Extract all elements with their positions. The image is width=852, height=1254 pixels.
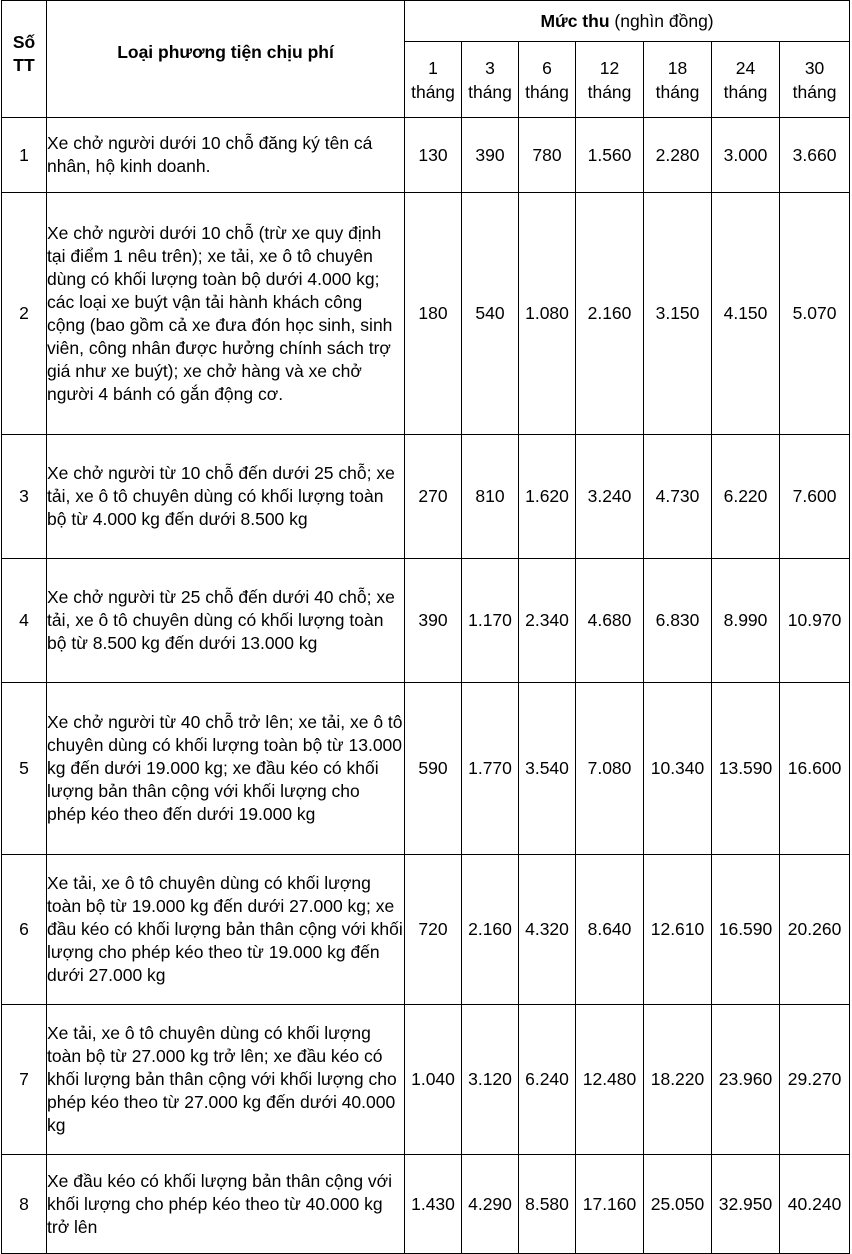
row-fee-value: 720 <box>405 855 462 1005</box>
row-fee-value: 13.590 <box>712 683 780 855</box>
row-fee-value: 4.320 <box>519 855 576 1005</box>
header-row-top <box>2 1 850 42</box>
table-row <box>2 855 850 1005</box>
row-fee-value: 590 <box>405 683 462 855</box>
row-fee-value: 1.620 <box>519 435 576 559</box>
table-row <box>2 118 850 193</box>
row-vehicle-description: Xe tải, xe ô tô chuyên dùng có khối lượng toàn bộ từ 27.000 kg trở lên; xe đầu kéo có khối lượng bản thân cộng với khối lượng cho phép kéo theo từ 27.000 kg đến dưới 40.000 kg <box>47 1005 405 1155</box>
row-fee-value: 23.960 <box>712 1005 780 1155</box>
row-fee-value: 180 <box>405 193 462 435</box>
row-fee-value: 8.640 <box>576 855 644 1005</box>
row-fee-value: 1.080 <box>519 193 576 435</box>
row-fee-value: 3.150 <box>644 193 712 435</box>
row-fee-value: 4.150 <box>712 193 780 435</box>
header-month-1: 1 tháng <box>405 42 462 118</box>
table-row <box>2 683 850 855</box>
row-stt: 6 <box>2 855 47 1005</box>
row-fee-value: 3.540 <box>519 683 576 855</box>
row-fee-value: 16.600 <box>780 683 850 855</box>
row-stt: 8 <box>2 1155 47 1254</box>
row-fee-value: 8.580 <box>519 1155 576 1254</box>
fee-table-body <box>2 118 850 1254</box>
row-fee-value: 810 <box>462 435 519 559</box>
row-fee-value: 1.770 <box>462 683 519 855</box>
table-row <box>2 559 850 683</box>
row-fee-value: 7.080 <box>576 683 644 855</box>
row-vehicle-description: Xe chở người từ 10 chỗ đến dưới 25 chỗ; xe tải, xe ô tô chuyên dùng có khối lượng toàn bộ từ 4.000 kg đến dưới 8.500 kg <box>47 435 405 559</box>
row-fee-value: 130 <box>405 118 462 193</box>
row-fee-value: 4.730 <box>644 435 712 559</box>
row-vehicle-description: Xe chở người từ 25 chỗ đến dưới 40 chỗ; xe tải, xe ô tô chuyên dùng có khối lượng toàn bộ từ 8.500 kg đến dưới 13.000 kg <box>47 559 405 683</box>
row-fee-value: 32.950 <box>712 1155 780 1254</box>
row-fee-value: 3.240 <box>576 435 644 559</box>
row-fee-value: 1.430 <box>405 1155 462 1254</box>
row-fee-value: 540 <box>462 193 519 435</box>
row-fee-value: 1.170 <box>462 559 519 683</box>
row-fee-value: 10.970 <box>780 559 850 683</box>
header-fee <box>405 1 850 42</box>
row-stt: 4 <box>2 559 47 683</box>
row-fee-value: 2.280 <box>644 118 712 193</box>
row-fee-value: 3.660 <box>780 118 850 193</box>
row-fee-value: 12.480 <box>576 1005 644 1155</box>
row-fee-value: 390 <box>405 559 462 683</box>
header-month-6: 6 tháng <box>519 42 576 118</box>
row-vehicle-description: Xe đầu kéo có khối lượng bản thân cộng với khối lượng cho phép kéo theo từ 40.000 kg trở lên <box>47 1155 405 1254</box>
header-stt: Số TT <box>2 1 47 118</box>
row-fee-value: 2.160 <box>462 855 519 1005</box>
row-fee-value: 2.340 <box>519 559 576 683</box>
header-month-18: 18 tháng <box>644 42 712 118</box>
header-month-3: 3 tháng <box>462 42 519 118</box>
row-fee-value: 2.160 <box>576 193 644 435</box>
table-row <box>2 435 850 559</box>
row-fee-value: 4.290 <box>462 1155 519 1254</box>
header-month-24: 24 tháng <box>712 42 780 118</box>
header-month-12: 12 tháng <box>576 42 644 118</box>
row-vehicle-description: Xe chở người từ 40 chỗ trở lên; xe tải, xe ô tô chuyên dùng có khối lượng toàn bộ từ 13.000 kg đến dưới 19.000 kg; xe đầu kéo có khối lượng bản thân cộng với khối lượng cho phép kéo theo đến dưới 19.000 kg <box>47 683 405 855</box>
row-fee-value: 16.590 <box>712 855 780 1005</box>
row-vehicle-description: Xe chở người dưới 10 chỗ đăng ký tên cá nhân, hộ kinh doanh. <box>47 118 405 193</box>
row-vehicle-description: Xe tải, xe ô tô chuyên dùng có khối lượng toàn bộ từ 19.000 kg đến dưới 27.000 kg; xe đầu kéo có khối lượng bản thân cộng với khối lượng cho phép kéo theo từ 19.000 kg đến dưới 27.000 kg <box>47 855 405 1005</box>
row-fee-value: 29.270 <box>780 1005 850 1155</box>
row-fee-value: 8.990 <box>712 559 780 683</box>
table-row <box>2 1005 850 1155</box>
row-fee-value: 1.040 <box>405 1005 462 1155</box>
row-fee-value: 25.050 <box>644 1155 712 1254</box>
row-stt: 7 <box>2 1005 47 1155</box>
fee-table <box>1 0 850 1254</box>
row-stt: 5 <box>2 683 47 855</box>
row-fee-value: 6.830 <box>644 559 712 683</box>
row-fee-value: 20.260 <box>780 855 850 1005</box>
row-stt: 2 <box>2 193 47 435</box>
row-fee-value: 6.220 <box>712 435 780 559</box>
row-fee-value: 18.220 <box>644 1005 712 1155</box>
row-fee-value: 40.240 <box>780 1155 850 1254</box>
row-fee-value: 6.240 <box>519 1005 576 1155</box>
row-fee-value: 17.160 <box>576 1155 644 1254</box>
header-vehicle-type: Loại phương tiện chịu phí <box>47 1 405 118</box>
header-fee-label: Mức thu <box>540 10 610 31</box>
row-fee-value: 4.680 <box>576 559 644 683</box>
row-fee-value: 12.610 <box>644 855 712 1005</box>
row-fee-value: 270 <box>405 435 462 559</box>
table-row <box>2 193 850 435</box>
row-fee-value: 1.560 <box>576 118 644 193</box>
row-fee-value: 3.120 <box>462 1005 519 1155</box>
row-fee-value: 10.340 <box>644 683 712 855</box>
row-stt: 3 <box>2 435 47 559</box>
table-row <box>2 1155 850 1254</box>
row-fee-value: 780 <box>519 118 576 193</box>
row-fee-value: 7.600 <box>780 435 850 559</box>
row-fee-value: 3.000 <box>712 118 780 193</box>
row-vehicle-description: Xe chở người dưới 10 chỗ (trừ xe quy định tại điểm 1 nêu trên); xe tải, xe ô tô chuyên dùng có khối lượng toàn bộ dưới 4.000 kg; các loại xe buýt vận tải hành khách công cộng (bao gồm cả xe đưa đón học sinh, sinh viên, công nhân được hưởng chính sách trợ giá như xe buýt); xe chở hàng và xe chở người 4 bánh có gắn động cơ. <box>47 193 405 435</box>
row-fee-value: 390 <box>462 118 519 193</box>
row-stt: 1 <box>2 118 47 193</box>
header-month-30: 30 tháng <box>780 42 850 118</box>
row-fee-value: 5.070 <box>780 193 850 435</box>
header-fee-unit: (nghìn đồng) <box>614 10 714 31</box>
